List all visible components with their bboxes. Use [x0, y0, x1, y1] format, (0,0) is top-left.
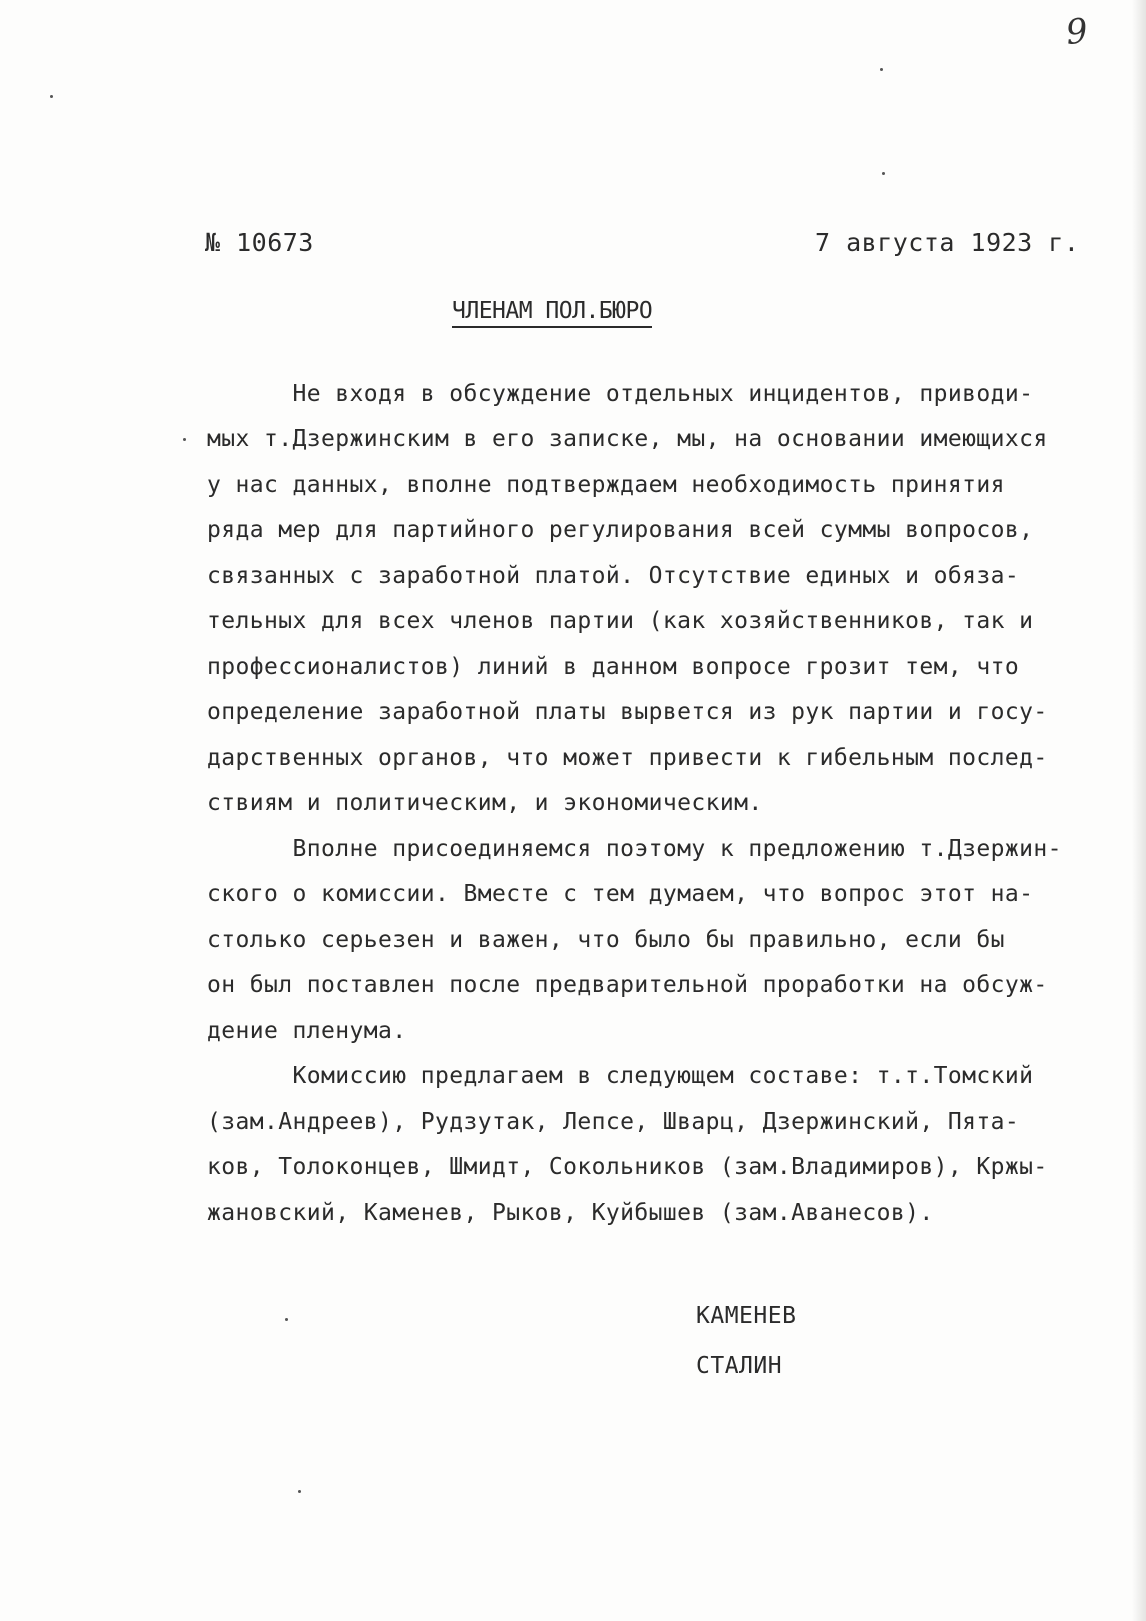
body-line: ского о комиссии. Вместе с тем думаем, что вопрос этот на- — [207, 881, 1034, 907]
body-line: мых т.Дзержинским в его записке, мы, на основании имеющихся — [207, 426, 1048, 452]
signature-stalin: СТАЛИН — [696, 1353, 783, 1379]
body-line: ствиям и политическим, и экономическим. — [207, 790, 763, 816]
document-date: 7 августа 1923 г. — [815, 228, 1080, 257]
document-number: № 10673 — [205, 228, 314, 257]
body-line: он был поставлен после предварительной проработки на обсуж- — [207, 972, 1048, 998]
signature-kamenev: КАМЕНЕВ — [696, 1303, 797, 1329]
body-line: определение заработной платы вырвется из рук партии и госу- — [207, 699, 1048, 725]
body-line: (зам.Андреев), Рудзутак, Лепсе, Шварц, Дзержинский, Пята- — [207, 1109, 1020, 1135]
page-edge-shadow — [1132, 0, 1146, 1621]
paper-speck — [285, 1318, 288, 1321]
body-line: ков, Толоконцев, Шмидт, Сокольников (зам.Владимиров), Кржы- — [207, 1154, 1048, 1180]
body-line: Вполне присоединяемся поэтому к предложению т.Дзержин- — [207, 836, 1062, 862]
body-line: жановский, Каменев, Рыков, Куйбышев (зам.Аванесов). — [207, 1200, 934, 1226]
body-line: тельных для всех членов партии (как хозяйственников, так и — [207, 608, 1034, 634]
handwritten-page-number: 9 — [1063, 10, 1090, 54]
addressee-heading: ЧЛЕНАМ ПОЛ.БЮРО — [452, 298, 652, 328]
body-line: дарственных органов, что может привести к гибельным послед- — [207, 745, 1048, 771]
body-line: ряда мер для партийного регулирования всей суммы вопросов, — [207, 517, 1034, 543]
body-line: связанных с заработной платой. Отсутствие единых и обяза- — [207, 563, 1020, 589]
body-line: Не входя в обсуждение отдельных инцидентов, приводи- — [207, 381, 1034, 407]
body-line: столько серьезен и важен, что было бы правильно, если бы — [207, 927, 1005, 953]
body-line: профессионалистов) линий в данном вопросе грозит тем, что — [207, 654, 1020, 680]
body-line: дение пленума. — [207, 1018, 407, 1044]
paper-speck — [880, 68, 883, 71]
paper-speck — [50, 95, 53, 98]
paper-speck — [183, 438, 186, 441]
paper-speck — [882, 172, 885, 175]
paper-speck — [298, 1490, 301, 1493]
body-line: Комиссию предлагаем в следующем составе: т.т.Томский — [207, 1063, 1034, 1089]
body-line: у нас данных, вполне подтверждаем необходимость принятия — [207, 472, 1005, 498]
